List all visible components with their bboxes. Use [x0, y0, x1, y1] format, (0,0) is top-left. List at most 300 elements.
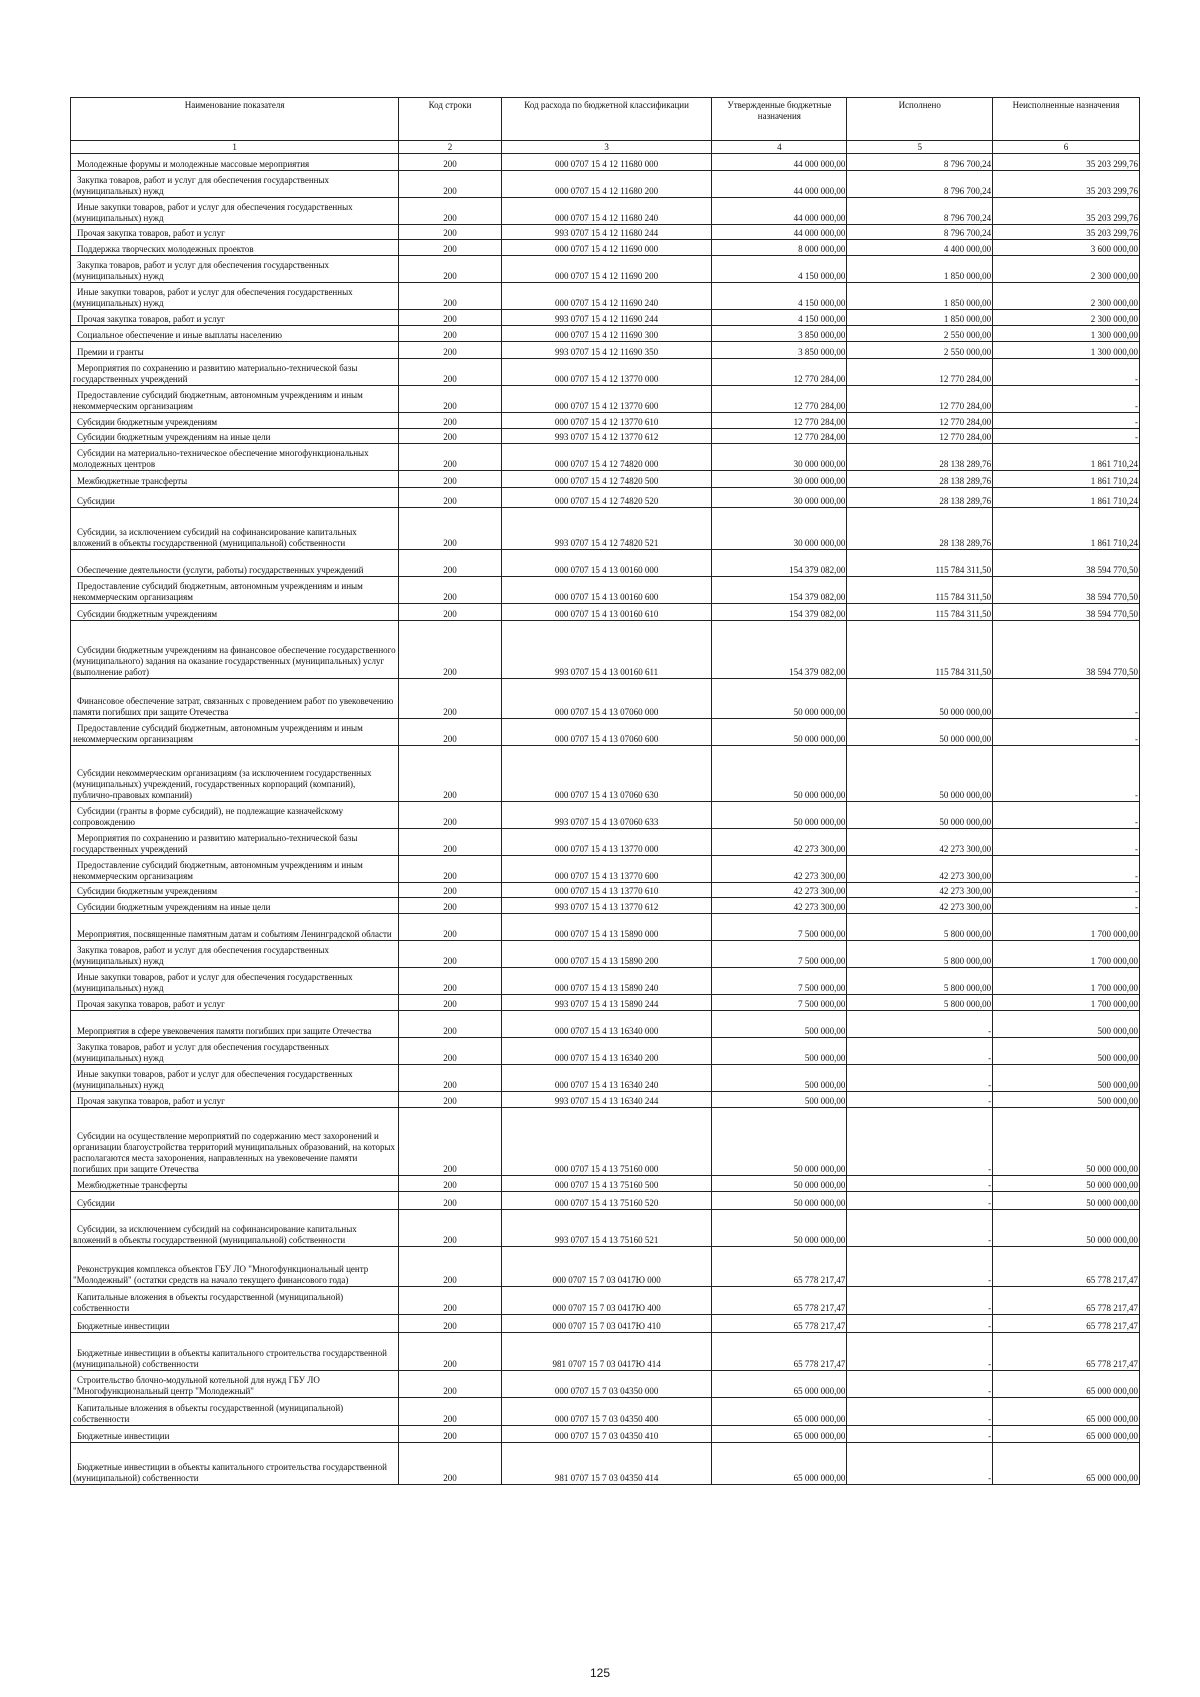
row-approved: 30 000 000,00: [712, 508, 847, 550]
row-name: Обеспечение деятельности (услуги, работы) государственных учреждений: [71, 550, 399, 577]
table-row: [71, 914, 1140, 941]
row-unexecuted: 65 000 000,00: [993, 1371, 1140, 1398]
row-budget-code: 000 0707 15 4 13 13770 610: [501, 883, 712, 898]
row-name: Предоставление субсидий бюджетным, автономным учреждениям и иным некоммерческим организациям: [71, 577, 399, 604]
row-approved: 500 000,00: [712, 1038, 847, 1065]
row-executed: -: [847, 1176, 993, 1192]
row-unexecuted: 500 000,00: [993, 1065, 1140, 1092]
row-line-code: 200: [399, 1371, 502, 1398]
table-row: [71, 1065, 1140, 1092]
row-name: Мероприятия по сохранению и развитию материально-технической базы государственных учреждений: [71, 829, 399, 856]
row-name: Предоставление субсидий бюджетным, автономным учреждениям и иным некоммерческим организациям: [71, 856, 399, 883]
row-name: Субсидии, за исключением субсидий на софинансирование капитальных вложений в объекты государственной (муниципальной) собственности: [71, 1210, 399, 1247]
row-approved: 4 150 000,00: [712, 256, 847, 283]
row-budget-code: 993 0707 15 4 13 75160 521: [501, 1210, 712, 1247]
row-unexecuted: -: [993, 413, 1140, 429]
table-row: [71, 429, 1140, 444]
row-executed: 2 550 000,00: [847, 342, 993, 359]
row-budget-code: 000 0707 15 7 03 04350 410: [501, 1426, 712, 1443]
table-row: [71, 471, 1140, 488]
row-budget-code: 000 0707 15 4 12 11680 240: [501, 198, 712, 225]
row-executed: -: [847, 1038, 993, 1065]
table-body: [71, 154, 1140, 1485]
row-budget-code: 000 0707 15 4 12 11690 000: [501, 240, 712, 256]
row-line-code: 200: [399, 359, 502, 386]
row-approved: 12 770 284,00: [712, 359, 847, 386]
table-row: [71, 342, 1140, 359]
row-approved: 65 000 000,00: [712, 1443, 847, 1485]
row-name: Финансовое обеспечение затрат, связанных с проведением работ по увековечению памяти погибших при защите Отечества: [71, 679, 399, 719]
row-executed: 28 138 289,76: [847, 488, 993, 508]
row-name: Социальное обеспечение и иные выплаты населению: [71, 326, 399, 342]
row-unexecuted: 500 000,00: [993, 1092, 1140, 1108]
row-executed: -: [847, 1210, 993, 1247]
row-executed: -: [847, 1426, 993, 1443]
row-unexecuted: 1 300 000,00: [993, 326, 1140, 342]
table-row: [71, 1333, 1140, 1371]
row-unexecuted: 2 300 000,00: [993, 283, 1140, 310]
row-unexecuted: 2 300 000,00: [993, 310, 1140, 326]
row-line-code: 200: [399, 225, 502, 240]
row-line-code: 200: [399, 883, 502, 898]
table-row: [71, 1443, 1140, 1485]
header-name: Наименование показателя: [71, 98, 399, 141]
row-approved: 50 000 000,00: [712, 1108, 847, 1176]
row-unexecuted: 50 000 000,00: [993, 1192, 1140, 1210]
table-row: [71, 550, 1140, 577]
row-line-code: 200: [399, 429, 502, 444]
row-line-code: 200: [399, 550, 502, 577]
row-name: Субсидии на осуществление мероприятий по содержанию мест захоронений и организации благоустройства территорий муниципальных образований, на которых располагаются места захоронения, направленных на увековечение памяти погибших при защите Отечества: [71, 1108, 399, 1176]
table-row: [71, 1092, 1140, 1108]
row-executed: 115 784 311,50: [847, 550, 993, 577]
row-unexecuted: -: [993, 746, 1140, 802]
row-approved: 50 000 000,00: [712, 719, 847, 746]
row-budget-code: 000 0707 15 4 12 11680 200: [501, 171, 712, 198]
header-executed: Исполнено: [847, 98, 993, 141]
row-name: Капитальные вложения в объекты государственной (муниципальной) собственности: [71, 1287, 399, 1315]
row-line-code: 200: [399, 198, 502, 225]
row-executed: 115 784 311,50: [847, 577, 993, 604]
row-budget-code: 000 0707 15 4 13 15890 000: [501, 914, 712, 941]
row-approved: 154 379 082,00: [712, 577, 847, 604]
row-budget-code: 000 0707 15 4 13 13770 600: [501, 856, 712, 883]
row-approved: 65 778 217,47: [712, 1315, 847, 1333]
row-line-code: 200: [399, 679, 502, 719]
row-line-code: 200: [399, 1108, 502, 1176]
row-line-code: 200: [399, 898, 502, 914]
row-approved: 30 000 000,00: [712, 444, 847, 471]
row-unexecuted: 35 203 299,76: [993, 171, 1140, 198]
row-budget-code: 000 0707 15 4 13 07060 000: [501, 679, 712, 719]
row-executed: 8 796 700,24: [847, 154, 993, 171]
table-row: [71, 1176, 1140, 1192]
row-unexecuted: -: [993, 829, 1140, 856]
row-line-code: 200: [399, 310, 502, 326]
row-approved: 65 778 217,47: [712, 1287, 847, 1315]
row-budget-code: 000 0707 15 4 13 75160 500: [501, 1176, 712, 1192]
table-row: [71, 225, 1140, 240]
row-unexecuted: 50 000 000,00: [993, 1176, 1140, 1192]
row-name: Предоставление субсидий бюджетным, автономным учреждениям и иным некоммерческим организациям: [71, 719, 399, 746]
row-approved: 30 000 000,00: [712, 488, 847, 508]
table-row: [71, 1371, 1140, 1398]
row-approved: 50 000 000,00: [712, 746, 847, 802]
row-executed: 115 784 311,50: [847, 621, 993, 679]
row-executed: 1 850 000,00: [847, 310, 993, 326]
column-number-row: [71, 141, 1140, 154]
row-executed: -: [847, 1192, 993, 1210]
header-approved: Утвержденные бюджетные назначения: [712, 98, 847, 141]
row-approved: 30 000 000,00: [712, 471, 847, 488]
row-unexecuted: 38 594 770,50: [993, 577, 1140, 604]
row-unexecuted: 3 600 000,00: [993, 240, 1140, 256]
table-row: [71, 856, 1140, 883]
row-approved: 7 500 000,00: [712, 914, 847, 941]
row-line-code: 200: [399, 1315, 502, 1333]
row-line-code: 200: [399, 719, 502, 746]
row-line-code: 200: [399, 508, 502, 550]
row-executed: 1 850 000,00: [847, 256, 993, 283]
row-name: Бюджетные инвестиции в объекты капитального строительства государственной (муниципальной) собственности: [71, 1443, 399, 1485]
table-row: [71, 154, 1140, 171]
row-budget-code: 000 0707 15 4 12 11680 000: [501, 154, 712, 171]
header-unexecuted: Неисполненные назначения: [993, 98, 1140, 141]
row-budget-code: 000 0707 15 4 12 11690 240: [501, 283, 712, 310]
row-name: Прочая закупка товаров, работ и услуг: [71, 310, 399, 326]
row-line-code: 200: [399, 1092, 502, 1108]
row-approved: 7 500 000,00: [712, 968, 847, 995]
row-executed: 50 000 000,00: [847, 802, 993, 829]
row-name: Капитальные вложения в объекты государственной (муниципальной) собственности: [71, 1398, 399, 1426]
row-budget-code: 993 0707 15 4 13 00160 611: [501, 621, 712, 679]
row-budget-code: 000 0707 15 4 13 00160 610: [501, 604, 712, 621]
row-approved: 4 150 000,00: [712, 283, 847, 310]
row-approved: 44 000 000,00: [712, 225, 847, 240]
row-executed: -: [847, 1333, 993, 1371]
row-name: Иные закупки товаров, работ и услуг для обеспечения государственных (муниципальных) нужд: [71, 283, 399, 310]
row-executed: 12 770 284,00: [847, 359, 993, 386]
row-executed: 5 800 000,00: [847, 968, 993, 995]
row-executed: 42 273 300,00: [847, 856, 993, 883]
row-executed: 42 273 300,00: [847, 898, 993, 914]
table-row: [71, 386, 1140, 413]
column-number: 4: [712, 141, 847, 154]
table-row: [71, 621, 1140, 679]
row-unexecuted: 65 000 000,00: [993, 1443, 1140, 1485]
row-line-code: 200: [399, 829, 502, 856]
row-approved: 500 000,00: [712, 1011, 847, 1038]
row-unexecuted: 2 300 000,00: [993, 256, 1140, 283]
row-executed: 12 770 284,00: [847, 386, 993, 413]
table-row: [71, 1192, 1140, 1210]
row-budget-code: 000 0707 15 7 03 0417Ю 400: [501, 1287, 712, 1315]
row-line-code: 200: [399, 856, 502, 883]
table-row: [71, 1210, 1140, 1247]
row-budget-code: 993 0707 15 4 13 07060 633: [501, 802, 712, 829]
column-number: 3: [501, 141, 712, 154]
column-number: 2: [399, 141, 502, 154]
row-name: Субсидии некоммерческим организациям (за исключением государственных (муниципальных) учреждений, государственных корпораций (компаний), публично-правовых компаний): [71, 746, 399, 802]
row-budget-code: 993 0707 15 4 12 11690 350: [501, 342, 712, 359]
row-name: Бюджетные инвестиции: [71, 1426, 399, 1443]
row-approved: 7 500 000,00: [712, 995, 847, 1011]
row-line-code: 200: [399, 1192, 502, 1210]
row-approved: 65 000 000,00: [712, 1398, 847, 1426]
row-line-code: 200: [399, 746, 502, 802]
row-line-code: 200: [399, 171, 502, 198]
row-executed: 50 000 000,00: [847, 746, 993, 802]
row-name: Субсидии бюджетным учреждениям на иные цели: [71, 898, 399, 914]
row-approved: 50 000 000,00: [712, 1192, 847, 1210]
row-executed: -: [847, 1065, 993, 1092]
row-budget-code: 000 0707 15 4 13 00160 600: [501, 577, 712, 604]
row-approved: 65 778 217,47: [712, 1247, 847, 1287]
row-unexecuted: 35 203 299,76: [993, 198, 1140, 225]
row-line-code: 200: [399, 968, 502, 995]
table-row: [71, 240, 1140, 256]
row-approved: 12 770 284,00: [712, 386, 847, 413]
row-name: Мероприятия по сохранению и развитию материально-технической базы государственных учреждений: [71, 359, 399, 386]
row-line-code: 200: [399, 413, 502, 429]
row-budget-code: 000 0707 15 4 13 15890 240: [501, 968, 712, 995]
row-unexecuted: 1 700 000,00: [993, 941, 1140, 968]
row-unexecuted: 500 000,00: [993, 1038, 1140, 1065]
row-name: Строительство блочно-модульной котельной для нужд ГБУ ЛО "Многофункциональный центр "Молодежный": [71, 1371, 399, 1398]
row-unexecuted: 65 778 217,47: [993, 1333, 1140, 1371]
row-line-code: 200: [399, 1038, 502, 1065]
row-name: Межбюджетные трансферты: [71, 471, 399, 488]
row-name: Закупка товаров, работ и услуг для обеспечения государственных (муниципальных) нужд: [71, 941, 399, 968]
row-executed: 5 800 000,00: [847, 995, 993, 1011]
table-row: [71, 488, 1140, 508]
row-unexecuted: -: [993, 719, 1140, 746]
header-line-code: Код строки: [399, 98, 502, 141]
row-budget-code: 000 0707 15 4 13 07060 600: [501, 719, 712, 746]
report-sheet: [70, 97, 1140, 1485]
table-row: [71, 171, 1140, 198]
header-budget-code: Код расхода по бюджетной классификации: [501, 98, 712, 141]
row-unexecuted: -: [993, 679, 1140, 719]
row-budget-code: 000 0707 15 4 12 74820 520: [501, 488, 712, 508]
row-executed: 50 000 000,00: [847, 719, 993, 746]
row-name: Закупка товаров, работ и услуг для обеспечения государственных (муниципальных) нужд: [71, 256, 399, 283]
row-approved: 7 500 000,00: [712, 941, 847, 968]
table-row: [71, 310, 1140, 326]
table-header-row: [71, 98, 1140, 141]
row-name: Иные закупки товаров, работ и услуг для обеспечения государственных (муниципальных) нужд: [71, 198, 399, 225]
row-executed: 5 800 000,00: [847, 941, 993, 968]
row-budget-code: 000 0707 15 4 13 75160 520: [501, 1192, 712, 1210]
row-line-code: 200: [399, 1426, 502, 1443]
row-approved: 154 379 082,00: [712, 604, 847, 621]
row-approved: 500 000,00: [712, 1092, 847, 1108]
row-name: Закупка товаров, работ и услуг для обеспечения государственных (муниципальных) нужд: [71, 1038, 399, 1065]
column-number: 6: [993, 141, 1140, 154]
row-name: Субсидии (гранты в форме субсидий), не подлежащие казначейскому сопровождению: [71, 802, 399, 829]
row-line-code: 200: [399, 1210, 502, 1247]
row-name: Прочая закупка товаров, работ и услуг: [71, 1092, 399, 1108]
row-approved: 12 770 284,00: [712, 429, 847, 444]
row-budget-code: 993 0707 15 4 12 74820 521: [501, 508, 712, 550]
row-executed: 4 400 000,00: [847, 240, 993, 256]
row-executed: 8 796 700,24: [847, 198, 993, 225]
table-row: [71, 1426, 1140, 1443]
row-line-code: 200: [399, 995, 502, 1011]
row-approved: 65 000 000,00: [712, 1371, 847, 1398]
row-line-code: 200: [399, 488, 502, 508]
table-row: [71, 1247, 1140, 1287]
row-approved: 12 770 284,00: [712, 413, 847, 429]
table-row: [71, 283, 1140, 310]
row-approved: 154 379 082,00: [712, 550, 847, 577]
row-unexecuted: 38 594 770,50: [993, 604, 1140, 621]
row-name: Бюджетные инвестиции: [71, 1315, 399, 1333]
row-line-code: 200: [399, 256, 502, 283]
row-budget-code: 000 0707 15 4 12 13770 610: [501, 413, 712, 429]
column-number: 1: [71, 141, 399, 154]
row-line-code: 200: [399, 342, 502, 359]
row-unexecuted: 38 594 770,50: [993, 550, 1140, 577]
row-name: Субсидии, за исключением субсидий на софинансирование капитальных вложений в объекты государственной (муниципальной) собственности: [71, 508, 399, 550]
row-name: Предоставление субсидий бюджетным, автономным учреждениям и иным некоммерческим организациям: [71, 386, 399, 413]
row-line-code: 200: [399, 1247, 502, 1287]
budget-execution-table: [70, 97, 1140, 1485]
row-approved: 42 273 300,00: [712, 856, 847, 883]
row-executed: 12 770 284,00: [847, 429, 993, 444]
row-budget-code: 000 0707 15 7 03 0417Ю 410: [501, 1315, 712, 1333]
row-approved: 3 850 000,00: [712, 326, 847, 342]
row-unexecuted: 1 861 710,24: [993, 444, 1140, 471]
row-unexecuted: 1 700 000,00: [993, 968, 1140, 995]
row-name: Иные закупки товаров, работ и услуг для обеспечения государственных (муниципальных) нужд: [71, 1065, 399, 1092]
row-executed: 42 273 300,00: [847, 883, 993, 898]
table-row: [71, 577, 1140, 604]
row-budget-code: 993 0707 15 4 12 11680 244: [501, 225, 712, 240]
row-executed: 1 850 000,00: [847, 283, 993, 310]
table-row: [71, 198, 1140, 225]
row-approved: 44 000 000,00: [712, 154, 847, 171]
row-unexecuted: 65 778 217,47: [993, 1287, 1140, 1315]
row-executed: 5 800 000,00: [847, 914, 993, 941]
row-executed: 42 273 300,00: [847, 829, 993, 856]
page-number: 125: [589, 1666, 611, 1680]
row-approved: 42 273 300,00: [712, 829, 847, 856]
row-executed: -: [847, 1092, 993, 1108]
row-line-code: 200: [399, 1011, 502, 1038]
table-row: [71, 604, 1140, 621]
row-budget-code: 000 0707 15 4 12 11690 200: [501, 256, 712, 283]
row-name: Прочая закупка товаров, работ и услуг: [71, 225, 399, 240]
row-executed: 2 550 000,00: [847, 326, 993, 342]
row-approved: 500 000,00: [712, 1065, 847, 1092]
row-budget-code: 000 0707 15 4 13 75160 000: [501, 1108, 712, 1176]
row-line-code: 200: [399, 1443, 502, 1485]
row-line-code: 200: [399, 283, 502, 310]
row-name: Закупка товаров, работ и услуг для обеспечения государственных (муниципальных) нужд: [71, 171, 399, 198]
row-unexecuted: 1 861 710,24: [993, 471, 1140, 488]
row-budget-code: 000 0707 15 4 13 07060 630: [501, 746, 712, 802]
row-unexecuted: 65 000 000,00: [993, 1426, 1140, 1443]
row-executed: -: [847, 1371, 993, 1398]
table-row: [71, 719, 1140, 746]
row-unexecuted: 50 000 000,00: [993, 1108, 1140, 1176]
row-approved: 44 000 000,00: [712, 171, 847, 198]
row-name: Реконструкция комплекса объектов ГБУ ЛО "Многофункциональный центр "Молодежный" (остатки средств на начало текущего финансового года): [71, 1247, 399, 1287]
row-unexecuted: 38 594 770,50: [993, 621, 1140, 679]
row-approved: 42 273 300,00: [712, 883, 847, 898]
row-name: Иные закупки товаров, работ и услуг для обеспечения государственных (муниципальных) нужд: [71, 968, 399, 995]
row-name: Субсидии на материально-техническое обеспечение многофункциональных молодежных центров: [71, 444, 399, 471]
row-approved: 50 000 000,00: [712, 1210, 847, 1247]
row-executed: -: [847, 1398, 993, 1426]
row-name: Субсидии бюджетным учреждениям: [71, 604, 399, 621]
row-name: Субсидии: [71, 1192, 399, 1210]
row-budget-code: 000 0707 15 7 03 04350 000: [501, 1371, 712, 1398]
row-executed: 115 784 311,50: [847, 604, 993, 621]
table-row: [71, 1011, 1140, 1038]
row-name: Межбюджетные трансферты: [71, 1176, 399, 1192]
row-budget-code: 000 0707 15 4 12 13770 600: [501, 386, 712, 413]
row-unexecuted: 65 778 217,47: [993, 1247, 1140, 1287]
row-line-code: 200: [399, 444, 502, 471]
row-approved: 50 000 000,00: [712, 679, 847, 719]
row-line-code: 200: [399, 1333, 502, 1371]
row-budget-code: 000 0707 15 4 12 13770 000: [501, 359, 712, 386]
table-row: [71, 1108, 1140, 1176]
row-unexecuted: -: [993, 856, 1140, 883]
row-unexecuted: 65 778 217,47: [993, 1315, 1140, 1333]
row-executed: 12 770 284,00: [847, 413, 993, 429]
row-approved: 50 000 000,00: [712, 802, 847, 829]
row-name: Мероприятия, посвященные памятным датам и событиям Ленинградской области: [71, 914, 399, 941]
row-budget-code: 981 0707 15 7 03 04350 414: [501, 1443, 712, 1485]
row-unexecuted: -: [993, 359, 1140, 386]
row-executed: -: [847, 1315, 993, 1333]
row-unexecuted: -: [993, 802, 1140, 829]
row-budget-code: 000 0707 15 4 12 74820 000: [501, 444, 712, 471]
row-line-code: 200: [399, 621, 502, 679]
row-unexecuted: 1 861 710,24: [993, 488, 1140, 508]
row-approved: 4 150 000,00: [712, 310, 847, 326]
row-unexecuted: -: [993, 429, 1140, 444]
row-unexecuted: 1 861 710,24: [993, 508, 1140, 550]
row-line-code: 200: [399, 802, 502, 829]
table-row: [71, 995, 1140, 1011]
table-row: [71, 968, 1140, 995]
row-budget-code: 000 0707 15 7 03 04350 400: [501, 1398, 712, 1426]
row-line-code: 200: [399, 1398, 502, 1426]
table-row: [71, 1398, 1140, 1426]
row-executed: 50 000 000,00: [847, 679, 993, 719]
table-row: [71, 444, 1140, 471]
row-unexecuted: 50 000 000,00: [993, 1210, 1140, 1247]
row-line-code: 200: [399, 1176, 502, 1192]
table-row: [71, 1038, 1140, 1065]
row-unexecuted: 1 700 000,00: [993, 995, 1140, 1011]
row-executed: 28 138 289,76: [847, 508, 993, 550]
row-executed: 28 138 289,76: [847, 444, 993, 471]
row-budget-code: 000 0707 15 4 13 00160 000: [501, 550, 712, 577]
row-budget-code: 000 0707 15 4 12 74820 500: [501, 471, 712, 488]
row-approved: 3 850 000,00: [712, 342, 847, 359]
row-line-code: 200: [399, 577, 502, 604]
table-row: [71, 883, 1140, 898]
row-budget-code: 000 0707 15 4 13 16340 000: [501, 1011, 712, 1038]
row-approved: 65 778 217,47: [712, 1333, 847, 1371]
row-line-code: 200: [399, 471, 502, 488]
table-row: [71, 746, 1140, 802]
